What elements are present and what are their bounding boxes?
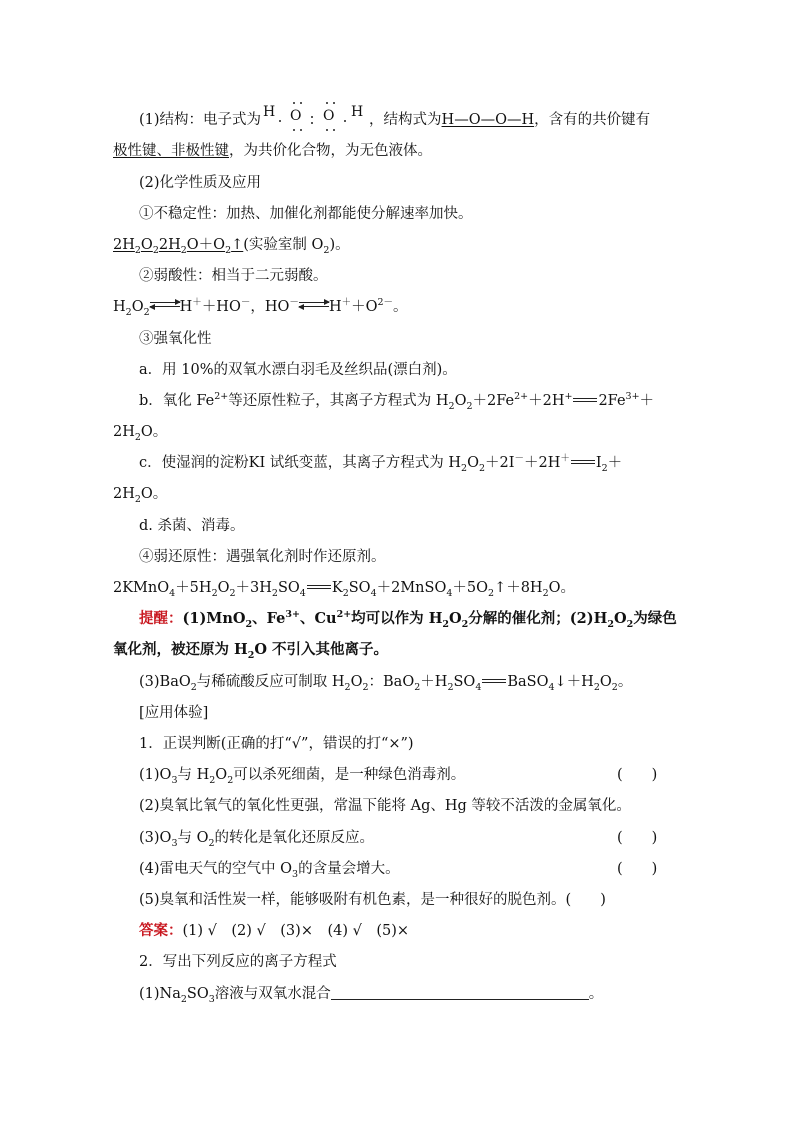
question-2-1: $(1)Na_2SO_3$溶液与双氧水混合 。	[139, 986, 604, 1005]
item-b: b．氧化 $Fe^{2+}$等还原性粒子，其离子方程式为 $H_2O_2+2Fe^{2+}+2H^+$ $2Fe^{3+}+$	[139, 391, 655, 412]
text: ，为共价化合物，为无色液体。	[229, 143, 432, 159]
answer-label: 答案：	[139, 922, 183, 939]
structure-line	[139, 104, 651, 130]
equilibrium-arrow	[150, 300, 180, 310]
equals-sign	[573, 398, 597, 402]
equals-sign	[307, 585, 331, 589]
judge-item-2: (2)臭氧比氧气的氧化性更强，常温下能将 Ag、Hg 等较不活泼的金属氧化。	[139, 798, 631, 814]
answer-paren[interactable]: ( )	[617, 830, 658, 846]
atom-o: O	[323, 108, 335, 124]
section-title: (2)化学性质及应用	[139, 175, 262, 191]
lewis-structure	[263, 104, 367, 130]
item-b-cont: $2H_2O$。	[113, 424, 168, 443]
preparation-line: (3)BaO$_2$与稀硫酸反应可制取 $H_2O_2$：$BaO_2+H_2SO_4$ $BaSO_4↓+H_2O_2$。	[139, 674, 633, 693]
practice-header: [应用体验]	[139, 705, 209, 721]
question-2: 2．写出下列反应的离子方程式	[139, 954, 337, 970]
judge-item-4: (4)雷电天气的空气中 $O_3$的含量会增大。	[139, 861, 400, 880]
item-a: a．用 10%的双氧水漂白羽毛及丝织品(漂白剂)。	[139, 362, 457, 378]
structural-formula: H—O—O—H	[441, 112, 535, 128]
item-c-cont: $2H_2O$。	[113, 486, 168, 505]
item-c: c．使湿润的淀粉KI 试纸变蓝，其离子方程式为 $H_2O_2+2I^-+2H^+$ $I_2+$	[139, 453, 623, 474]
answer-paren[interactable]: ( )	[617, 767, 658, 783]
decomposition-equation: $2H_2O_22H_2O+O_2↑$(实验室制 $O_2$)。	[113, 237, 350, 256]
judge-item-1: $(1)O_3$与 $H_2O_2$可以杀死细菌，是一种绿色消毒剂。	[139, 767, 466, 786]
text: ，含有的共价键有	[534, 112, 651, 128]
item-d: d. 杀菌、消毒。	[139, 518, 245, 534]
atom-h: H	[351, 104, 364, 120]
bond-types: 极性键、非极性键	[113, 143, 229, 159]
structure-line-2	[113, 141, 432, 161]
answer-text: (1) √ (2) √ (3)× (4) √ (5)×	[182, 923, 410, 939]
answer-paren[interactable]: ( )	[617, 861, 658, 877]
property-title: ④弱还原性：遇强氧化剂时作还原剂。	[139, 549, 386, 565]
property-title: ②弱酸性：相当于二元弱酸。	[139, 268, 328, 284]
atom-h: H	[263, 104, 276, 120]
text: ，结构式为	[369, 112, 442, 128]
text: (1)结构：电子式为	[139, 112, 262, 128]
judge-item-5: (5)臭氧和活性炭一样，能够吸附有机色素，是一种很好的脱色剂。( )	[139, 892, 606, 908]
tip-line: 提醒：(1)MnO$_2$、$Fe^{3+}$、$Cu^{2+}$均可以作为 $H_2O_2$分解的催化剂；$(2)H_2O_2$为绿色	[139, 609, 677, 630]
property-title: ①不稳定性：加热、加催化剂都能使分解速率加快。	[139, 206, 473, 222]
ionization-equation: $H_2O_2$ H＋＋HO－，HO－ $H^++O^{2-}$。	[113, 297, 408, 318]
property-title: ③强氧化性	[139, 331, 212, 347]
tip-line-2: 氧化剂，被还原为 $H_2O$ 不引入其他离子。	[113, 641, 389, 661]
redox-equation: $2KMnO_4+5H_2O_2+3H_2SO_4$ $K_2SO_4+2MnSO_4+5O_2↑+8H_2O$。	[113, 580, 576, 599]
equals-sign	[571, 460, 595, 464]
judge-item-3: $(3)O_3$与 $O_2$的转化是氧化还原反应。	[139, 830, 375, 849]
equilibrium-arrow	[299, 300, 329, 310]
answer-line	[139, 921, 409, 941]
question-1: 1．正误判断(正确的打“√”，错误的打“×”)	[139, 736, 414, 752]
atom-o: O	[290, 108, 302, 124]
tip-label: 提醒：	[139, 610, 183, 627]
equals-sign	[482, 679, 506, 683]
answer-blank[interactable]	[331, 985, 589, 1000]
